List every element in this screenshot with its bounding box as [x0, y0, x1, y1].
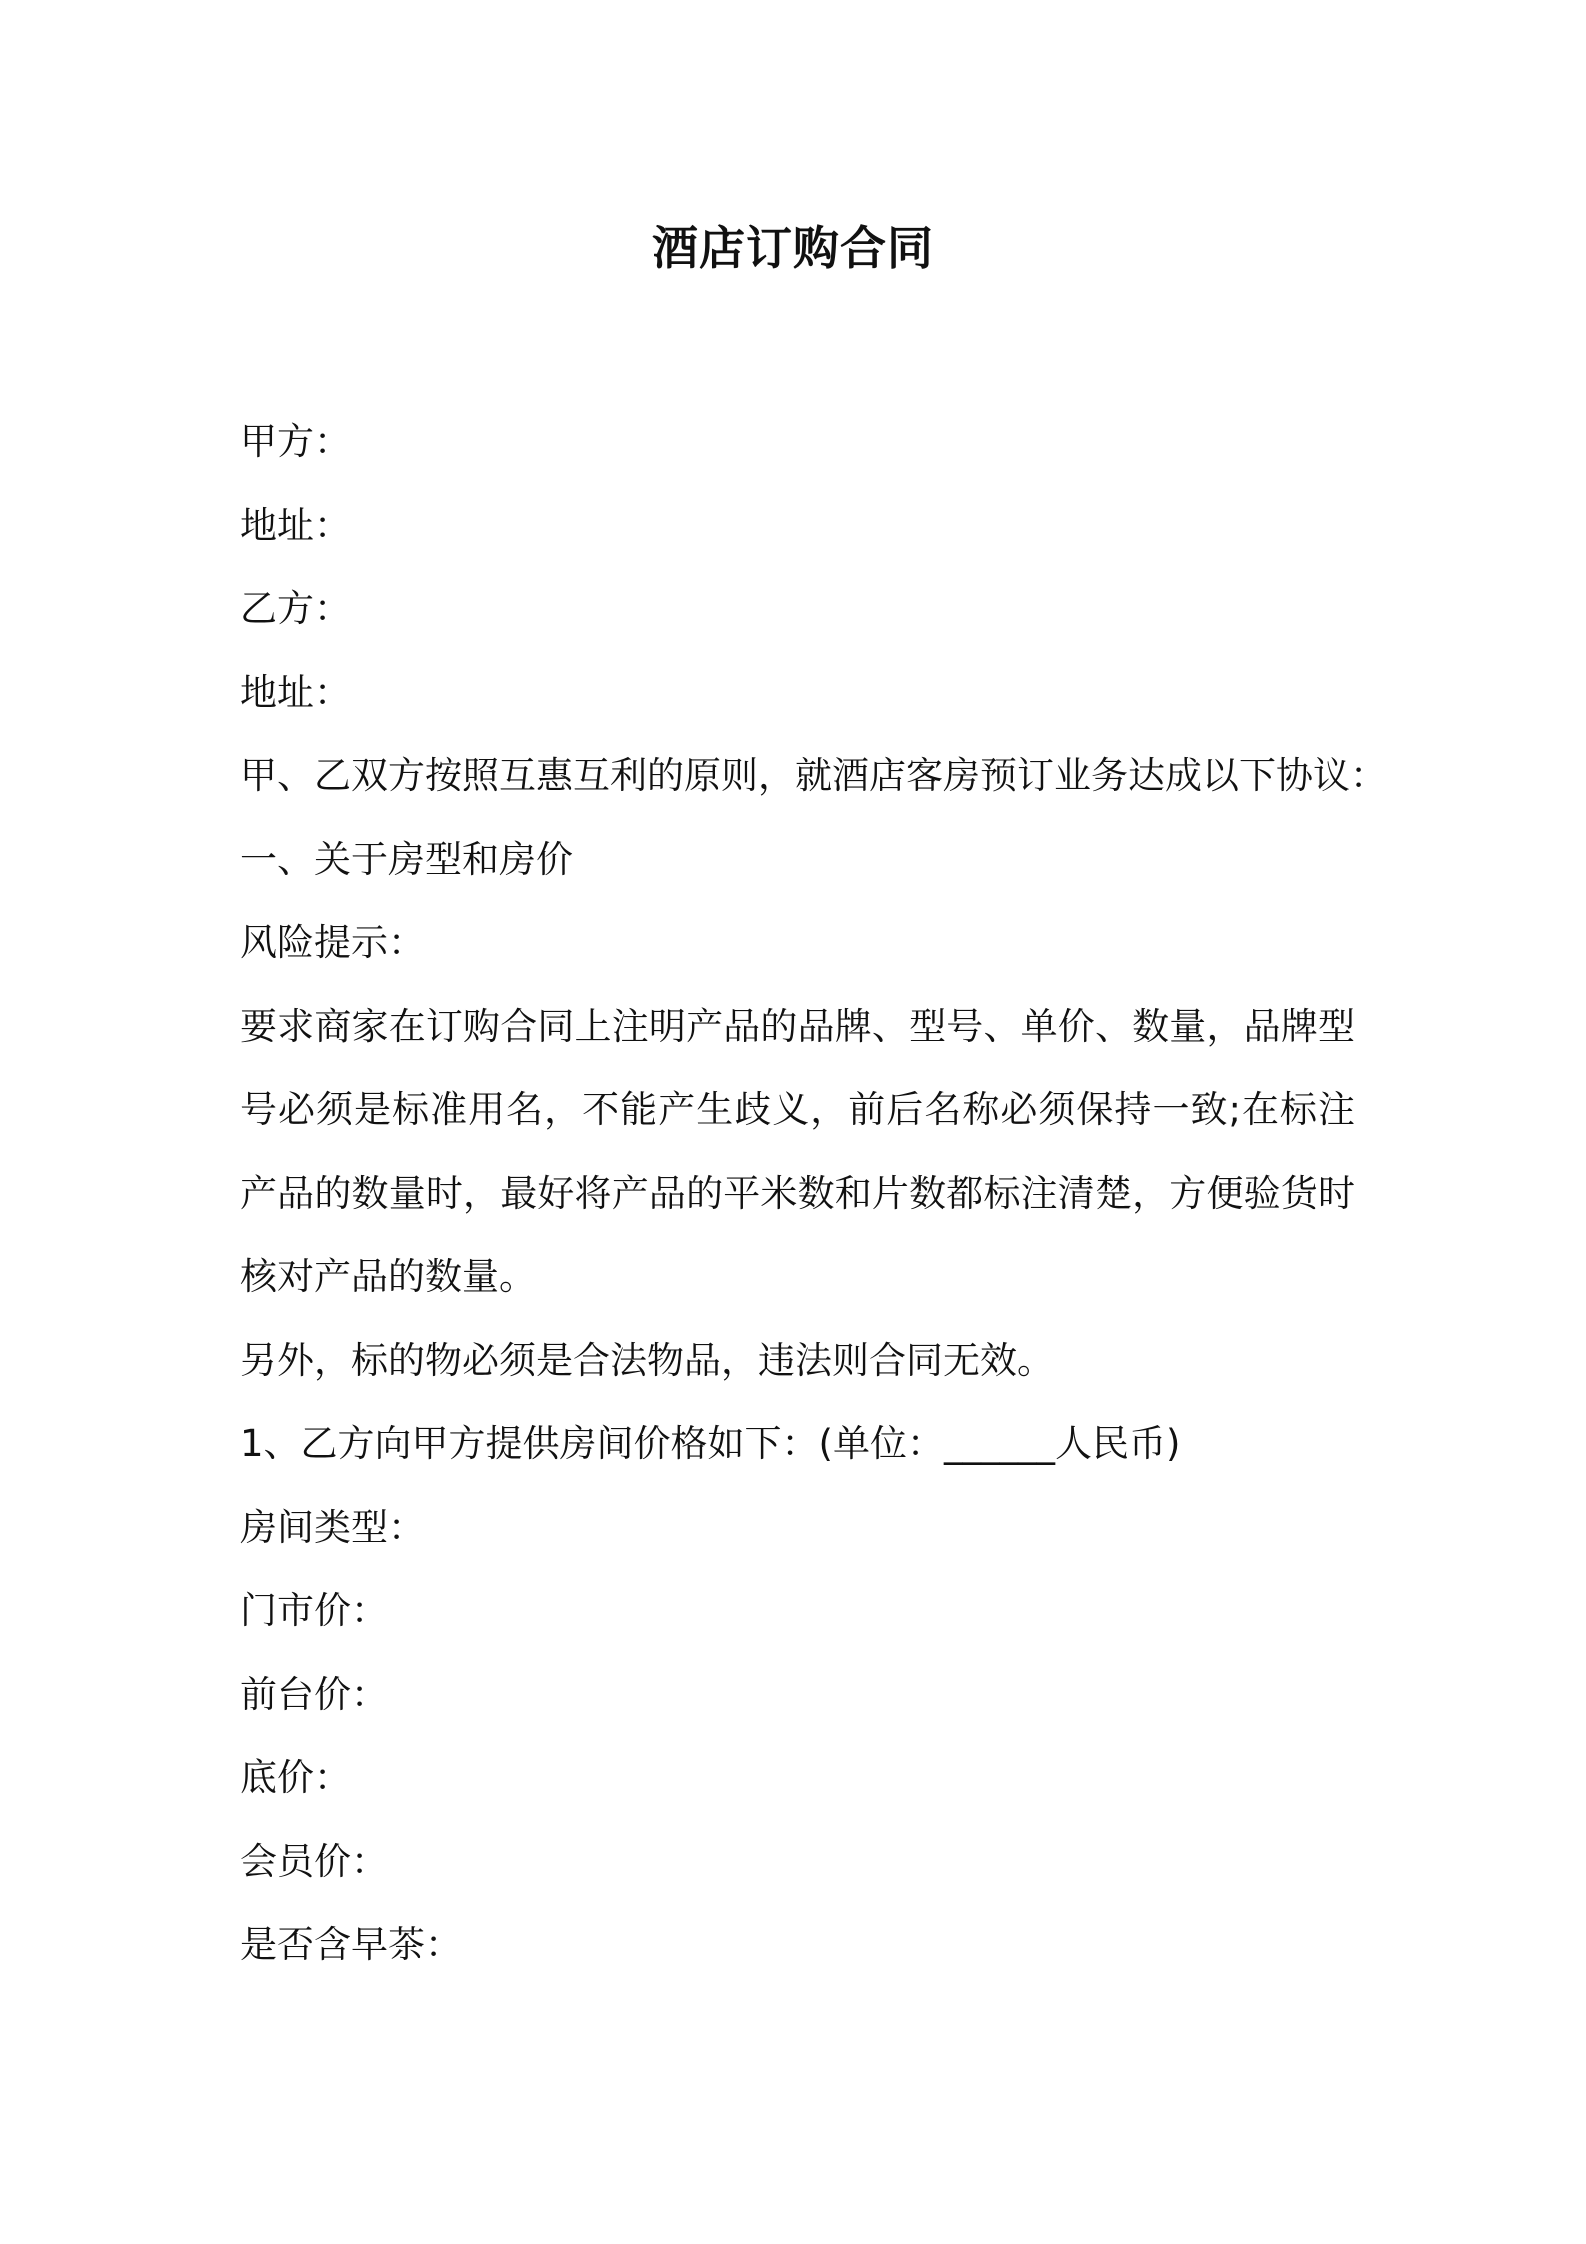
party-b-address-label: 地址：	[240, 670, 351, 714]
rack-rate-label: 门市价：	[240, 1589, 388, 1632]
party-b-label: 乙方：	[240, 587, 351, 630]
section-1-heading: 一、关于房型和房价	[240, 837, 573, 881]
breakfast-label: 是否含早茶：	[240, 1923, 462, 1966]
intro-paragraph: 甲、乙双方按照互惠互利的原则，就酒店客房预订业务达成以下协议：	[240, 754, 1387, 797]
party-a-address-label: 地址：	[240, 503, 351, 547]
room-type-label: 房间类型：	[240, 1505, 425, 1549]
clause-1: 1、乙方向甲方提供房间价格如下：(单位：______人民币)	[240, 1422, 1181, 1465]
risk-paragraph: 要求商家在订购合同上注明产品的品牌、型号、单价、数量，品牌型号必须是标准用名，不能产生歧义，前后名称必须保持一致;在标注产品的数量时，最好将产品的平米数和片数都标注清楚，方便验货时核对产品的数量。	[240, 1004, 1355, 1298]
front-desk-rate-label: 前台价：	[240, 1672, 388, 1716]
risk-note: 另外，标的物必须是合法物品，违法则合同无效。	[240, 1338, 1054, 1382]
document-body	[240, 400, 1387, 1987]
member-price-label: 会员价：	[240, 1839, 388, 1883]
risk-heading: 风险提示：	[240, 921, 425, 964]
document-title: 酒店订购合同	[652, 221, 934, 275]
floor-price-label: 底价：	[240, 1756, 351, 1799]
party-a-label: 甲方：	[240, 420, 351, 463]
